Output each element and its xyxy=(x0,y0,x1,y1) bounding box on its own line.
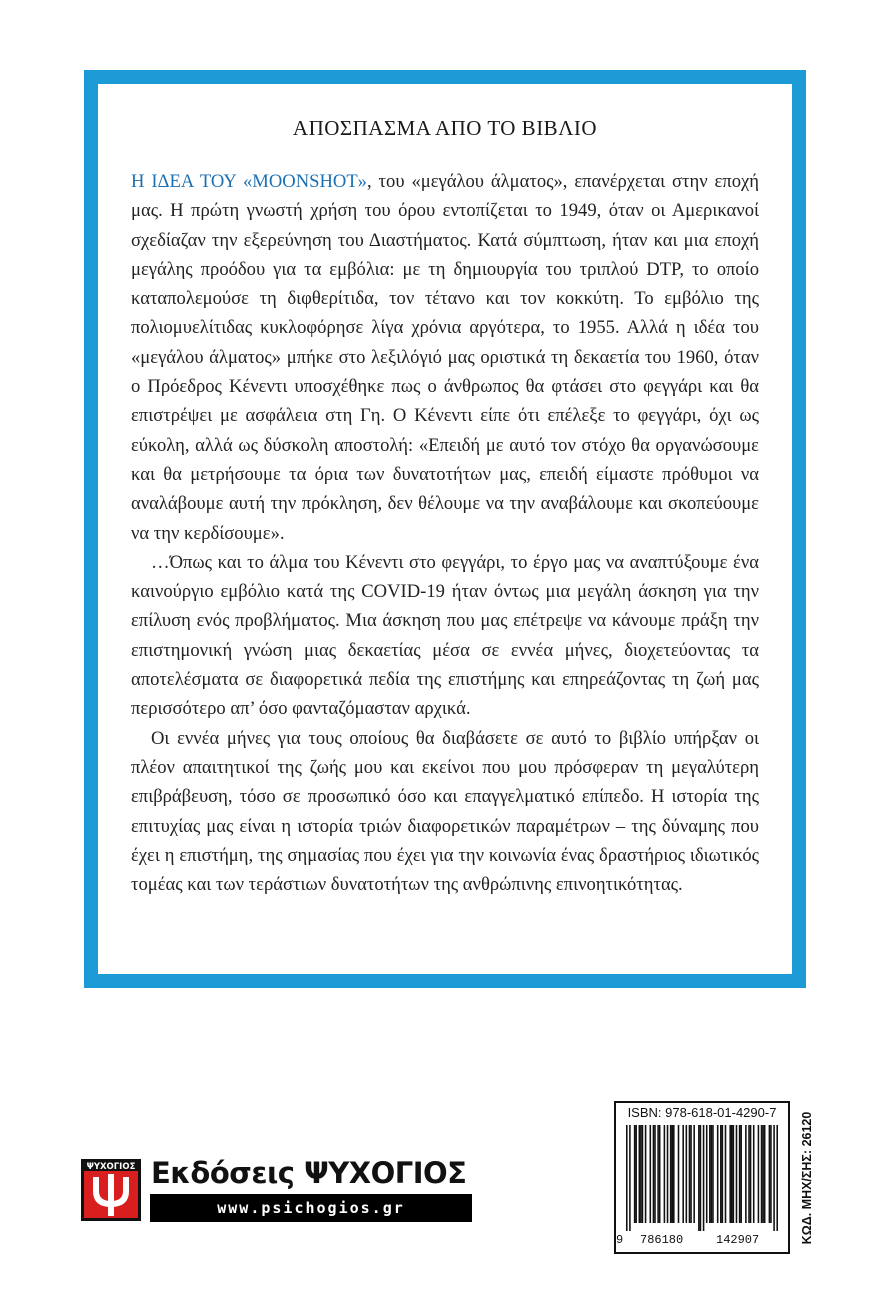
product-code-text: ΚΩΔ. ΜΗΧ/ΣΗΣ: 26120 xyxy=(800,1111,814,1245)
excerpt-paragraph-1-text: , του «μεγάλου άλματος», επανέρχεται στην εποχή μας. Η πρώτη γνωστή χρήση του όρου εντοπίζεται το 1949, όταν οι Αμερικανοί σχεδίαζαν την εξερεύνηση του Διαστήματος. Κατά σύμπτωση, ήταν και μια εποχή μεγάλης προόδου για τα εμβόλια: με τη δημιουργία του τριπλού DTP, το οποίο καταπολεμούσε τη διφθερίτιδα, τον τέτανο και τον κοκκύτη. Το εμβόλιο της πολιομυελίτιδας κυκλοφόρησε λίγα χρόνια αργότερα, το 1955. Αλλά η ιδέα του «μεγάλου άλματος» μπήκε στο λεξιλόγιό μας οριστικά τη δεκαετία του 1960, όταν ο Πρόεδρος Κένεντι υποσχέθηκε πως ο άνθρωπος θα φτάσει στο φεγγάρι και θα επιστρέψει με ασφάλεια στη Γη. Ο Κένεντι είπε ότι επέλεξε το φεγγάρι, όχι ως εύκολη, αλλά ως δύσκολη αποστολή: «Επειδή με αυτό τον στόχο θα οργανώσουμε και θα μετρήσουμε τα όρια των δυνατοτήτων μας, επειδή είμαστε πρόθυμοι να αναλάβουμε αυτή την πρόκληση, δεν θέλουμε να την αναβάλουμε και σκοπεύουμε να την κερδίσουμε». xyxy=(131,171,760,544)
barcode-bar xyxy=(698,1125,700,1231)
barcode-bar xyxy=(635,1125,637,1223)
barcode-bar xyxy=(653,1125,655,1223)
isbn-label: ISBN: 978-618-01-4290-7 xyxy=(627,1105,777,1120)
barcode-bar xyxy=(690,1125,692,1223)
barcode-bar xyxy=(659,1125,661,1223)
barcode-digits-right: 142907 xyxy=(716,1233,760,1247)
barcode-bar xyxy=(736,1125,738,1223)
barcode-bar xyxy=(706,1125,708,1223)
barcode-bar xyxy=(712,1125,714,1223)
barcode-bar xyxy=(678,1125,680,1223)
barcode-bar xyxy=(689,1125,691,1223)
barcode-bar xyxy=(740,1125,742,1223)
excerpt-title: ΑΠΟΣΠΑΣΜΑ ΑΠΟ ΤΟ ΒΙΒΛΙΟ xyxy=(292,116,598,140)
excerpt-lead: Η ΙΔΕΑ ΤΟΥ «MOONSHOT» xyxy=(131,171,367,192)
barcode-bar xyxy=(750,1125,752,1223)
publisher-website: www.psichogios.gr xyxy=(150,1194,472,1222)
publisher-name: Εκδόσεις ΨΥΧΟΓΙΟΣ xyxy=(151,1156,467,1190)
excerpt-paragraph-3: Οι εννέα μήνες για τους οποίους θα διαβάσετε σε αυτό το βιβλίο υπήρξαν οι πλέον απαιτητικοί της ζωής μου και εκείνοι που μου πρόσφεραν τη μεγαλύτερη επιβράβευση, τόσο σε προσωπικό όσο και επαγγελματικό επίπεδο. Η ιστορία της επιτυχίας μας είναι η ιστορία τριών διαφορετικών παραμέτρων – της δύναμης που έχει η επιστήμη, της σημασίας που έχει για την κοινωνία ένας δραστήριος ιδιωτικός τομέας και των τεράστιων δυνατοτήτων της ανθρώπινης επινοητικότητας. xyxy=(131,727,759,896)
barcode-bar xyxy=(657,1125,659,1223)
barcode-bar xyxy=(654,1125,656,1223)
barcode-bar xyxy=(745,1125,747,1223)
barcode-bar xyxy=(693,1125,695,1223)
product-code xyxy=(800,1102,814,1254)
barcode-bar xyxy=(758,1125,760,1223)
barcode-bar xyxy=(773,1125,775,1231)
barcode xyxy=(626,1125,778,1231)
barcode-bar xyxy=(673,1125,675,1223)
barcode-bar xyxy=(686,1125,688,1223)
excerpt-box xyxy=(84,70,806,988)
barcode-bar xyxy=(725,1125,727,1223)
barcode-bar xyxy=(664,1125,666,1223)
barcode-digit-first: 9 xyxy=(616,1233,624,1247)
barcode-bar xyxy=(626,1125,628,1231)
barcode-bar xyxy=(762,1125,764,1223)
barcode-bar xyxy=(729,1125,731,1223)
barcode-bar xyxy=(739,1125,741,1223)
barcode-bar xyxy=(770,1125,772,1223)
isbn-block xyxy=(614,1101,790,1254)
excerpt-paragraph-1 xyxy=(131,167,759,548)
barcode-bar xyxy=(703,1125,705,1231)
barcode-bar xyxy=(717,1125,719,1223)
barcode-bar xyxy=(639,1125,641,1223)
barcode-bar xyxy=(642,1125,644,1223)
barcode-bar xyxy=(720,1125,722,1223)
barcode-bar xyxy=(722,1125,724,1223)
barcode-bar xyxy=(670,1125,672,1223)
barcode-bar xyxy=(682,1125,684,1223)
barcode-bar xyxy=(709,1125,711,1223)
publisher-logo xyxy=(81,1159,141,1221)
barcode-digits-left: 786180 xyxy=(640,1233,684,1247)
barcode-bar xyxy=(753,1125,755,1223)
excerpt-paragraph-2: …Όπως και το άλμα του Κένεντι στο φεγγάρι, το έργο μας να αναπτύξουμε ένα καινούργιο εμβόλιο κατά της COVID-19 ήταν όντως μια μεγάλη άσκηση για την επίλυση ενός προβλήματος. Μια άσκηση που μας επέτρεψε να κάνουμε πράξη την επιστημονική γνώση μιας δεκαετίας μέσα σε εννέα μήνες, διοχετεύοντας τα αποτελέσματα σε διαφορετικά πεδία της επιστήμης και επηρεάζοντας τη ζωή μας περισσότερο απ’ όσο φανταζόμασταν αρχικά. xyxy=(131,551,759,720)
publisher-logo-text: ΨΥΧΟΓΙΟΣ xyxy=(86,1162,136,1172)
barcode-bar xyxy=(764,1125,766,1223)
barcode-bar xyxy=(667,1125,669,1223)
barcode-bar xyxy=(629,1125,631,1231)
barcode-bar xyxy=(634,1125,636,1223)
barcode-bar xyxy=(733,1125,735,1223)
barcode-bar xyxy=(761,1125,763,1223)
barcode-bar xyxy=(671,1125,673,1223)
barcode-bar xyxy=(640,1125,642,1223)
barcode-bar xyxy=(711,1125,713,1223)
barcode-bar xyxy=(700,1125,702,1231)
barcode-bar xyxy=(731,1125,733,1223)
barcode-bar xyxy=(776,1125,778,1231)
barcode-bar xyxy=(645,1125,647,1223)
barcode-bar xyxy=(650,1125,652,1223)
barcode-bar xyxy=(748,1125,750,1223)
barcode-bar xyxy=(769,1125,771,1223)
